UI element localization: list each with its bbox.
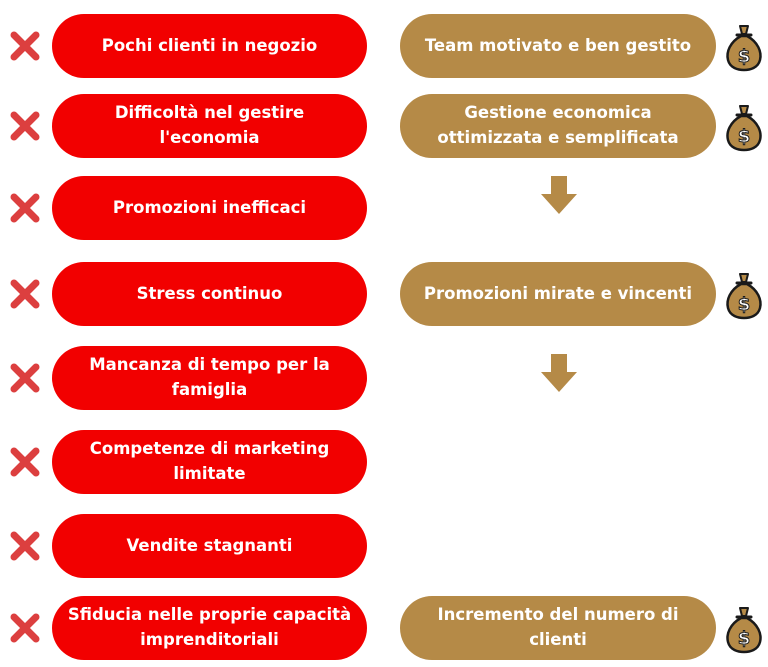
money-bag-icon [724,22,764,72]
solution-item [400,14,716,78]
problem-label: Sfiducia nelle proprie capacità imprenditoriali [67,605,352,649]
solution-label: Gestione economica ottimizzata e semplificata [437,103,679,147]
cross-icon [8,277,42,311]
cross-icon [8,611,42,645]
cross-icon [8,191,42,225]
solution-label: Promozioni mirate e vincenti [423,283,693,303]
bag-dollar: $ [737,46,751,67]
cross-icon [8,361,42,395]
problem-label: Promozioni inefficaci [112,197,307,217]
solution-label: Incremento del numero di clienti [437,605,679,649]
bag-dollar: $ [737,628,751,649]
money-bag-icon [724,270,764,320]
bag-dollar: $ [737,126,751,147]
problem-item [52,430,367,494]
problem-label: Pochi clienti in negozio [101,35,318,55]
problem-label: Competenze di marketing limitate [89,439,330,483]
problem-item [52,346,367,410]
problem-item [52,514,367,578]
arrow-down-icon [541,176,577,214]
problem-item [52,94,367,158]
problem-label: Difficoltà nel gestire l'economia [114,103,305,147]
problem-item [52,14,367,78]
solution-label: Team motivato e ben gestito [424,35,692,55]
solution-item [400,94,716,158]
problem-item [52,596,367,660]
problem-item [52,262,367,326]
solution-item [400,596,716,660]
money-bag-icon [724,102,764,152]
solution-item [400,262,716,326]
money-bag-icon [724,604,764,654]
problem-label: Stress continuo [136,283,283,303]
cross-icon [8,29,42,63]
problem-label: Mancanza di tempo per la famiglia [89,355,330,399]
cross-icon [8,529,42,563]
problem-item [52,176,367,240]
arrow-down-icon [541,354,577,392]
cross-icon [8,445,42,479]
problem-label: Vendite stagnanti [126,535,293,555]
bag-dollar: $ [737,294,751,315]
cross-icon [8,109,42,143]
